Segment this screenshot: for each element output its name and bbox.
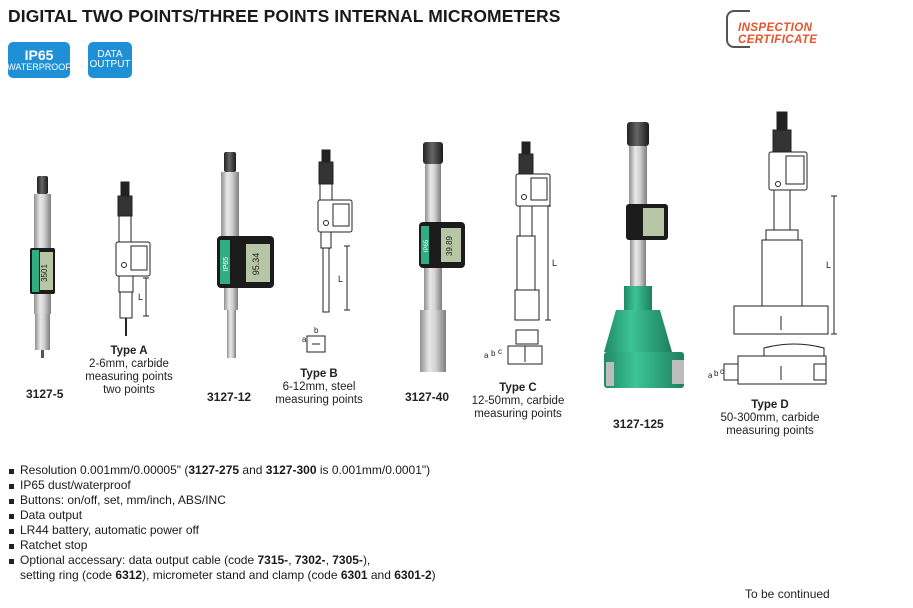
- feature-code: 7302-: [294, 553, 326, 567]
- model-3127-125: 3127-125: [613, 417, 664, 431]
- type-c-name: Type C: [499, 382, 537, 394]
- feature-text: Ratchet stop: [20, 538, 88, 552]
- type-d-caption: [716, 399, 824, 438]
- model-3127-40: 3127-40: [405, 390, 450, 404]
- waterproof-label: WATERPROOF: [7, 61, 71, 72]
- feature-text: ), micrometer stand and clamp (code: [142, 568, 341, 582]
- micrometer-3127-5-photo: [30, 176, 55, 358]
- type-a-name: Type A: [110, 345, 148, 357]
- feature-code: 6301-2: [394, 568, 432, 582]
- type-b-dimension-l: L: [338, 274, 344, 284]
- feature-text: and: [239, 463, 266, 477]
- type-c-dimension-c: c: [498, 347, 502, 356]
- feature-text: IP65 dust/waterproof: [20, 478, 131, 492]
- type-b-dimension-b: b: [314, 326, 319, 335]
- feature-text: Optional accessary: data output cable (code: [20, 553, 258, 567]
- type-b-name: Type B: [300, 368, 338, 380]
- type-c-caption: [466, 382, 570, 421]
- display-3127-5: 3501: [40, 264, 49, 282]
- type-c-line2: measuring points: [474, 408, 562, 420]
- display-label-ip65-3127-12: IP65: [223, 256, 230, 272]
- model-3127-12: 3127-12: [207, 390, 252, 404]
- feature-item: [8, 508, 436, 523]
- type-a-drawing: [116, 182, 150, 336]
- type-b-dimension-a: a: [302, 335, 307, 344]
- feature-item: [8, 478, 436, 493]
- feature-code: 3127-275: [188, 463, 240, 477]
- display-label-ip65-3127-40: IP65: [424, 239, 430, 253]
- type-b-drawing: [307, 150, 352, 352]
- ip65-waterproof-badge: [8, 42, 70, 78]
- type-d-line1: 50-300mm, carbide: [720, 412, 820, 424]
- continued-note: To be continued: [745, 587, 830, 601]
- type-a-dimension-l: L: [138, 292, 144, 302]
- type-b-line1: 6-12mm, steel: [282, 381, 356, 393]
- display-3127-12: 95.34: [251, 252, 261, 276]
- type-c-dimension-a: a: [484, 351, 489, 360]
- output-label: OUTPUT: [89, 59, 131, 70]
- feature-text: setting ring (code: [20, 568, 116, 582]
- feature-item: [8, 493, 436, 508]
- feature-item: [8, 463, 436, 478]
- display-3127-40: 39.89: [445, 235, 454, 257]
- model-3127-5: 3127-5: [26, 387, 64, 401]
- feature-text: ): [431, 568, 436, 582]
- feature-text: Data output: [20, 508, 83, 522]
- type-b-caption: [268, 368, 370, 407]
- feature-item-continuation: [8, 568, 436, 583]
- type-d-name: Type D: [751, 399, 789, 411]
- feature-list: [8, 463, 436, 583]
- feature-item: [8, 553, 436, 568]
- page-title: DIGITAL TWO POINTS/THREE POINTS INTERNAL MICROMETERS: [8, 6, 561, 26]
- type-b-line2: measuring points: [275, 394, 363, 406]
- feature-code: 6312: [115, 568, 143, 582]
- type-d-dimension-l: L: [826, 260, 832, 270]
- feature-text: Resolution 0.001mm/0.00005" (: [20, 463, 189, 477]
- feature-text: ,: [325, 553, 333, 567]
- type-c-dimension-l: L: [552, 258, 558, 268]
- type-d-dimension-a: a: [708, 371, 713, 380]
- type-d-drawing: [724, 112, 837, 384]
- type-a-line2: measuring points: [85, 371, 173, 383]
- type-c-dimension-b: b: [491, 349, 496, 358]
- feature-code: 3127-300: [265, 463, 317, 477]
- type-a-line3: two points: [103, 384, 155, 396]
- feature-text: ),: [362, 553, 371, 567]
- feature-code: 6301: [340, 568, 368, 582]
- certificate-line2: CERTIFICATE: [738, 34, 818, 46]
- ip65-label: IP65: [24, 46, 54, 63]
- certificate-line1: INSPECTION: [738, 22, 813, 34]
- data-output-badge: [88, 42, 132, 78]
- feature-code: 7305-: [332, 553, 363, 567]
- feature-text: LR44 battery, automatic power off: [20, 523, 199, 537]
- micrometer-3127-40-photo: [419, 142, 465, 372]
- micrometer-3127-12-photo: [217, 152, 274, 358]
- feature-item: [8, 523, 436, 538]
- data-label: DATA: [97, 48, 123, 60]
- micrometer-3127-125-photo: [604, 122, 684, 388]
- inspection-certificate-logo: [726, 10, 838, 46]
- type-d-line2: measuring points: [726, 425, 814, 437]
- type-d-dimension-b: b: [714, 369, 719, 378]
- feature-text: ,: [288, 553, 295, 567]
- type-c-line1: 12-50mm, carbide: [471, 395, 565, 407]
- feature-text: Buttons: on/off, set, mm/inch, ABS/INC: [20, 493, 226, 507]
- type-a-caption: [78, 345, 180, 397]
- feature-text: and: [367, 568, 395, 582]
- type-a-line1: 2-6mm, carbide: [89, 358, 169, 370]
- feature-item: [8, 538, 436, 553]
- type-d-dimension-c: c: [720, 367, 724, 376]
- type-c-drawing: [508, 142, 551, 364]
- feature-text: is 0.001mm/0.0001"): [316, 463, 431, 477]
- feature-code: 7315-: [257, 553, 289, 567]
